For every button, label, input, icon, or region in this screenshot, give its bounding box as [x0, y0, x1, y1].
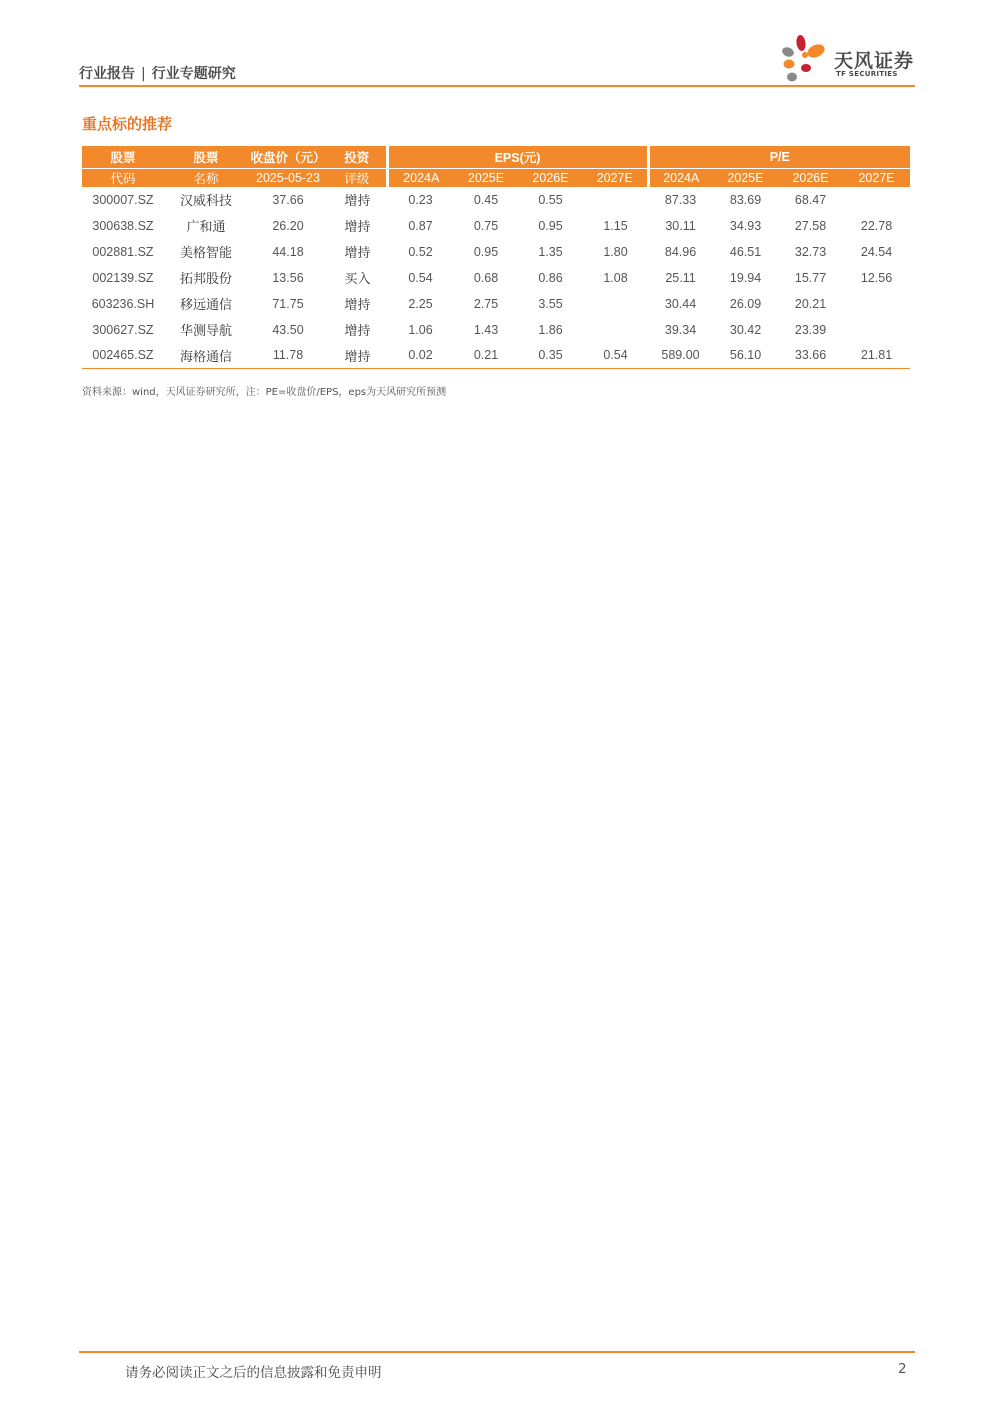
stock-code-cell: 002139.SZ	[92, 270, 154, 285]
eps-2024a-cell: 0.52	[408, 244, 433, 259]
pe-2026e-cell: 68.47	[794, 192, 827, 207]
eps-2024a-cell: 0.23	[408, 192, 433, 207]
eps-2025e-cell: 0.95	[473, 244, 499, 259]
flower-logo-icon	[779, 32, 835, 86]
col-header-name: 股票	[164, 146, 248, 168]
table-row	[82, 213, 910, 239]
eps-2027e-cell	[583, 317, 648, 343]
eps-2025e-cell: 0.75	[473, 218, 499, 233]
col-group-eps: EPS(元)	[387, 146, 648, 168]
stock-name-cell: 美格智能	[179, 246, 232, 261]
eps-2026e-cell: 1.35	[538, 244, 563, 259]
table-row	[82, 187, 910, 213]
eps-2027e-cell: 1.15	[603, 218, 628, 233]
eps-2027e-cell	[583, 291, 648, 317]
pe-2027e-cell	[843, 291, 910, 317]
stock-name-cell: 汉威科技	[179, 194, 232, 209]
breadcrumb-separator: |	[141, 66, 146, 82]
stock-code-cell: 002465.SZ	[82, 343, 164, 369]
pe-2026e-cell: 32.73	[794, 244, 827, 259]
pe-2024a-cell: 39.34	[664, 322, 697, 337]
eps-2024a-cell: 2.25	[408, 296, 433, 311]
breadcrumb-report-subtype: 行业专题研究	[151, 66, 236, 82]
rating-cell: 增持	[344, 298, 371, 313]
pe-2026e-cell: 20.21	[794, 296, 827, 311]
eps-2025e-cell: 0.68	[473, 270, 499, 285]
eps-2026e-cell: 0.55	[538, 192, 563, 207]
col-pe-2027e: 2027E	[843, 168, 910, 187]
col-group-pe: P/E	[648, 146, 910, 168]
pe-2026e-cell: 23.39	[794, 322, 827, 337]
stock-code-cell: 603236.SH	[91, 296, 155, 311]
pe-2025e-cell: 30.42	[729, 322, 762, 337]
table-header-row	[82, 146, 910, 168]
pe-2024a-cell: 30.11	[665, 218, 696, 233]
table-body	[82, 187, 910, 369]
eps-2026e-cell: 3.55	[538, 296, 563, 311]
col-subheader-price-date: 2025-05-23	[248, 168, 328, 187]
pe-2024a-cell: 30.44	[664, 296, 697, 311]
pe-2026e-cell: 15.77	[794, 270, 827, 285]
source-note: 资料来源：wind，天风证券研究所，注：PE=收盘价/EPS，eps为天风研究所预测	[82, 387, 447, 398]
eps-2025e-cell: 0.21	[454, 343, 518, 369]
recommended-stocks-table	[82, 146, 910, 369]
pe-2025e-cell: 46.51	[729, 244, 762, 259]
page-header	[79, 30, 915, 88]
page-number: 2	[898, 1361, 907, 1377]
stock-name-cell: 拓邦股份	[179, 272, 232, 287]
logo-chinese-name: 天风证券	[834, 50, 915, 72]
close-price-cell: 26.20	[272, 218, 304, 233]
table-subheader-row	[82, 168, 910, 187]
table-row	[82, 291, 910, 317]
stock-code-cell: 300627.SZ	[92, 322, 154, 337]
col-eps-2025e: 2025E	[454, 168, 518, 187]
eps-2024a-cell: 0.54	[408, 270, 433, 285]
eps-2024a-cell: 0.02	[387, 343, 454, 369]
logo-english-name: TF SECURITIES	[836, 70, 898, 78]
footer-disclaimer: 请务必阅读正文之后的信息披露和免责申明	[125, 1365, 382, 1381]
rating-cell: 增持	[344, 324, 371, 339]
eps-2027e-cell: 1.08	[603, 270, 628, 285]
breadcrumb	[79, 63, 236, 83]
stock-name-cell: 移远通信	[179, 298, 232, 313]
stock-code-cell: 300007.SZ	[92, 192, 154, 207]
eps-2024a-cell: 0.87	[408, 218, 433, 233]
eps-2027e-cell	[583, 187, 648, 213]
breadcrumb-report-type: 行业报告	[79, 66, 135, 82]
table-row	[82, 317, 910, 343]
col-header-code: 股票	[82, 146, 164, 168]
rating-cell: 增持	[328, 343, 387, 369]
col-pe-2024a: 2024A	[648, 168, 713, 187]
pe-2025e-cell: 19.94	[729, 270, 762, 285]
company-logo	[779, 32, 919, 84]
rating-cell: 增持	[344, 194, 371, 209]
stock-code-cell: 002881.SZ	[92, 244, 154, 259]
pe-2027e-cell	[843, 317, 910, 343]
eps-2025e-cell: 0.45	[473, 192, 499, 207]
col-subheader-code: 代码	[82, 168, 164, 187]
col-pe-2026e: 2026E	[778, 168, 843, 187]
eps-2027e-cell: 0.54	[583, 343, 648, 369]
col-eps-2027e: 2027E	[583, 168, 648, 187]
eps-2026e-cell: 0.35	[518, 343, 583, 369]
section-title: 重点标的推荐	[82, 115, 173, 133]
pe-2026e-cell: 27.58	[794, 218, 827, 233]
stock-code-cell: 300638.SZ	[92, 218, 154, 233]
footer-divider	[79, 1351, 915, 1353]
pe-2027e-cell	[843, 187, 910, 213]
col-header-price: 收盘价（元）	[248, 146, 328, 168]
pe-2025e-cell: 56.10	[713, 343, 778, 369]
pe-2027e-cell: 12.56	[860, 270, 893, 285]
col-subheader-rating: 评级	[328, 168, 387, 187]
stock-name-cell: 华测导航	[179, 324, 232, 339]
rating-cell: 买入	[344, 272, 371, 287]
close-price-cell: 37.66	[272, 192, 304, 207]
eps-2026e-cell: 0.95	[538, 218, 563, 233]
close-price-cell: 11.78	[248, 343, 328, 369]
eps-2025e-cell: 2.75	[473, 296, 499, 311]
table-row	[82, 265, 910, 291]
eps-2025e-cell: 1.43	[473, 322, 499, 337]
close-price-cell: 43.50	[272, 322, 304, 337]
pe-2024a-cell: 589.00	[648, 343, 713, 369]
eps-2026e-cell: 0.86	[538, 270, 563, 285]
pe-2024a-cell: 87.33	[664, 192, 697, 207]
col-subheader-name: 名称	[164, 168, 248, 187]
rating-cell: 增持	[344, 246, 371, 261]
col-eps-2026e: 2026E	[518, 168, 583, 187]
header-divider	[79, 85, 915, 87]
pe-2027e-cell: 21.81	[843, 343, 910, 369]
pe-2025e-cell: 34.93	[729, 218, 762, 233]
table-row	[82, 343, 910, 369]
close-price-cell: 13.56	[272, 270, 304, 285]
eps-2027e-cell: 1.80	[603, 244, 628, 259]
stock-name-cell: 广和通	[186, 220, 226, 235]
stock-name-cell: 海格通信	[164, 343, 248, 369]
pe-2024a-cell: 84.96	[664, 244, 697, 259]
col-header-rating: 投资	[328, 146, 387, 168]
rating-cell: 增持	[344, 220, 371, 235]
col-eps-2024a: 2024A	[387, 168, 454, 187]
pe-2027e-cell: 24.54	[860, 244, 893, 259]
pe-2025e-cell: 83.69	[729, 192, 762, 207]
col-pe-2025e: 2025E	[713, 168, 778, 187]
close-price-cell: 71.75	[272, 296, 304, 311]
pe-2026e-cell: 33.66	[778, 343, 843, 369]
table-row	[82, 239, 910, 265]
eps-2026e-cell: 1.86	[538, 322, 563, 337]
pe-2024a-cell: 25.11	[665, 270, 696, 285]
pe-2027e-cell: 22.78	[860, 218, 893, 233]
close-price-cell: 44.18	[272, 244, 304, 259]
pe-2025e-cell: 26.09	[729, 296, 762, 311]
eps-2024a-cell: 1.06	[408, 322, 433, 337]
